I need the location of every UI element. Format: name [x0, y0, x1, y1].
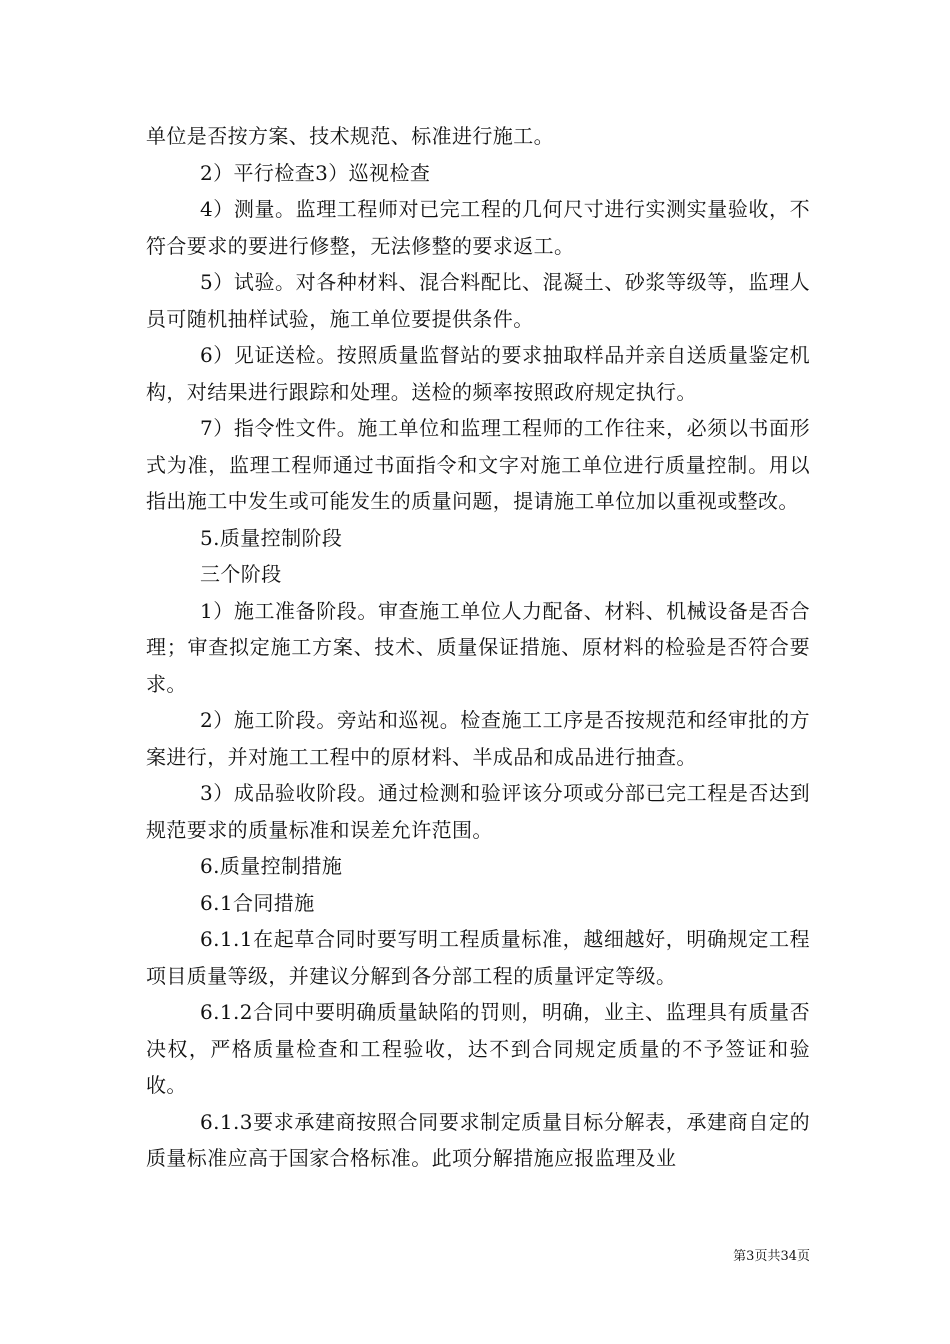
- paragraph: 7）指令性文件。施工单位和监理工程师的工作往来，必须以书面形式为准，监理工程师通过书面指令和文字对施工单位进行质量控制。用以指出施工中发生或可能发生的质量问题，提请施工单位加以重视或整改。: [146, 416, 810, 513]
- paragraph: 2）平行检查3）巡视检查: [200, 160, 431, 185]
- paragraph: 三个阶段: [200, 562, 282, 586]
- paragraph: 3）成品验收阶段。通过检测和验评该分项或分部已完工程是否达到规范要求的质量标准和误差允许范围。: [146, 781, 810, 842]
- paragraph: 6.1合同措施: [200, 890, 315, 915]
- paragraph: 5）试验。对各种材料、混合料配比、混凝土、砂浆等级等，监理人员可随机抽样试验，施工单位要提供条件。: [146, 270, 810, 331]
- page-number-footer: 第3页共34页: [733, 1249, 810, 1264]
- document-body: [146, 118, 810, 1177]
- paragraph: 6）见证送检。按照质量监督站的要求抽取样品并亲自送质量鉴定机构，对结果进行跟踪和处理。送检的频率按照政府规定执行。: [146, 343, 810, 404]
- paragraph: 6.质量控制措施: [200, 854, 343, 878]
- paragraph: 5.质量控制阶段: [200, 525, 343, 550]
- paragraph: 6.1.1在起草合同时要写明工程质量标准，越细越好，明确规定工程项目质量等级，并建议分解到各分部工程的质量评定等级。: [146, 927, 810, 988]
- paragraph: 6.1.2合同中要明确质量缺陷的罚则，明确，业主、监理具有质量否决权，严格质量检查和工程验收，达不到合同规定质量的不予签证和验收。: [146, 1000, 810, 1097]
- paragraph: 4）测量。监理工程师对已完工程的几何尺寸进行实测实量验收，不符合要求的要进行修整，无法修整的要求返工。: [146, 197, 810, 258]
- paragraph: 1）施工准备阶段。审查施工单位人力配备、材料、机械设备是否合理；审查拟定施工方案、技术、质量保证措施、原材料的检验是否符合要求。: [146, 598, 810, 696]
- paragraph: 单位是否按方案、技术规范、标准进行施工。: [146, 124, 554, 148]
- paragraph: 6.1.3要求承建商按照合同要求制定质量目标分解表，承建商自定的质量标准应高于国家合格标准。此项分解措施应报监理及业: [146, 1109, 810, 1170]
- paragraph: 2）施工阶段。旁站和巡视。检查施工工序是否按规范和经审批的方案进行，并对施工工程中的原材料、半成品和成品进行抽查。: [146, 708, 810, 769]
